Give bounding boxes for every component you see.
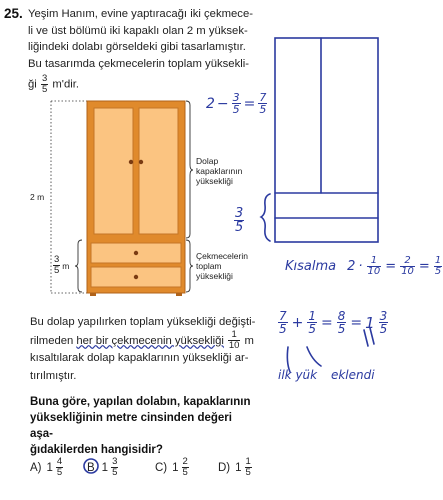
option-d[interactable]: D) 1 $\frac{1}{5}$ <box>218 456 251 478</box>
drawer-height-label: Çekmecelerin toplam yüksekliği <box>196 251 248 281</box>
calc-shortening: Kısalma 2 · $\frac{1}{10}$ = $\frac{2}{10}$ = $\frac{1}{5}$ <box>285 255 442 277</box>
question-number: 25. <box>4 6 23 21</box>
note-added: ilk yük eklendi <box>278 368 375 382</box>
body-line: tırılmıştır. <box>30 370 77 382</box>
option-c[interactable]: C) 1 $\frac{2}{5}$ <box>155 456 188 478</box>
sketch-drawer-fraction: $\frac{3}{5}$ <box>235 206 244 235</box>
intro-line: li ve üst bölümü iki kapaklı olan 2 m yüksek- <box>28 24 248 37</box>
calc-new-door-height: $\frac{7}{5}$ + $\frac{1}{5}$ = $\frac{8}{5}$ = 1 $\frac{3}{5}$ <box>279 309 388 336</box>
question-prompt: Buna göre, yapılan dolabın, kapaklarının yüksekliğinin metre cinsinden değeri aşa- ğıdakilerden hangisidir? <box>30 396 251 456</box>
intro-line-last: ği $\frac{3}{5}$ m'dir. <box>28 73 80 95</box>
body-line: kısaltılarak dolap kapaklarının yüksekliği ar- <box>30 352 249 364</box>
option-a[interactable]: A) 1 $\frac{4}{5}$ <box>30 456 63 478</box>
option-b[interactable]: B 1 $\frac{3}{5}$ <box>87 456 118 478</box>
intro-fraction: $\frac{3}{5}$ <box>41 73 48 95</box>
body-line: Bu dolap yapılırken toplam yüksekliği değişti- <box>30 316 256 328</box>
underlined-phrase: her bir çekmecenin yüksekliği <box>76 334 224 347</box>
intro-line: liğindeki dolabı görseldeki gibi tasarlamıştır. <box>28 41 246 53</box>
drawer-fraction-label: $\frac{3}{5}$ m <box>54 254 70 276</box>
total-height-label: 2 m <box>30 192 45 202</box>
calc-door-height: 2 − $\frac{3}{5}$ = $\frac{7}{5}$ <box>206 91 267 116</box>
body-line-fraction: rilmeden her bir çekmecenin yüksekliği $\frac{1}{10}$ m <box>30 329 254 351</box>
intro-line: Bu tasarımda çekmecelerin toplam yüksekli- <box>28 57 250 70</box>
door-height-label: Dolap kapaklarının yüksekliği <box>196 156 243 186</box>
intro-line: Yeşim Hanım, evine yaptıracağı iki çekmece- <box>28 8 253 20</box>
